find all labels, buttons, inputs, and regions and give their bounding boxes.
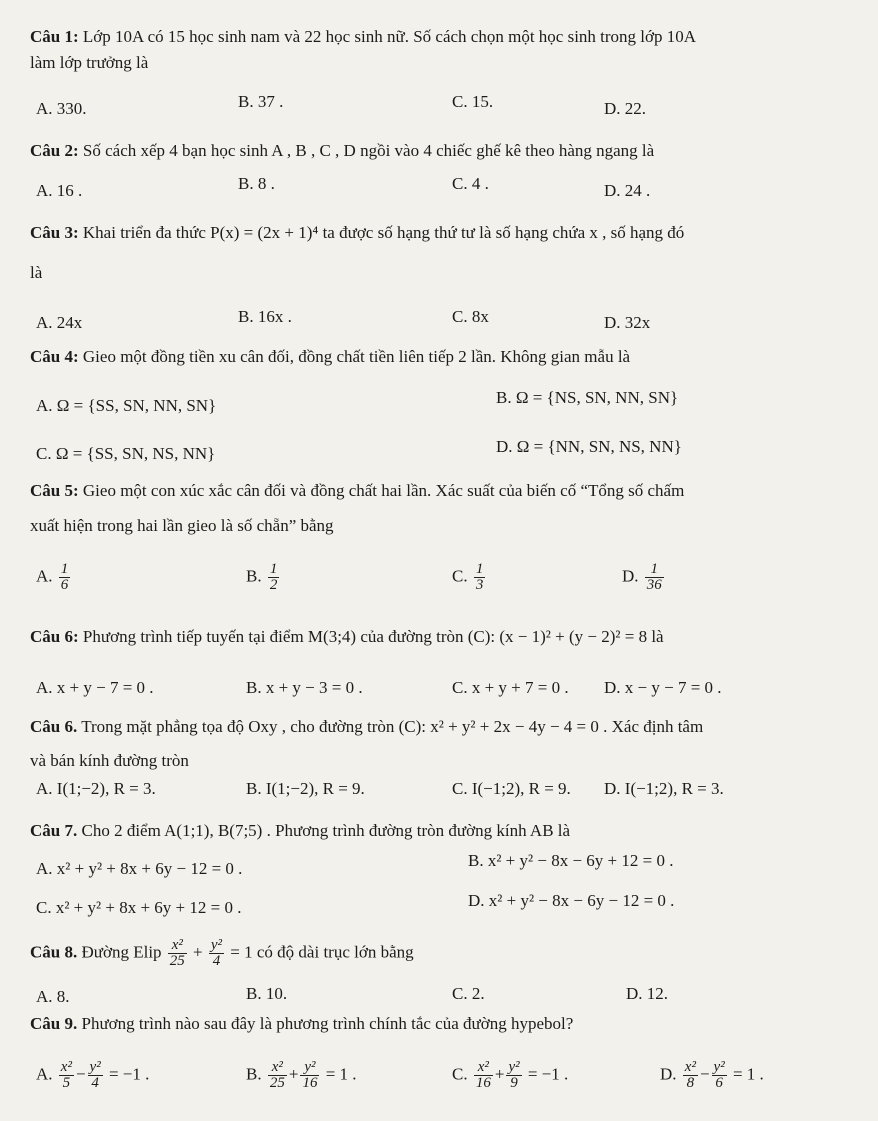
- q9-b-frac2: $\frac{\text{y²}}{16}$: [302, 1059, 318, 1091]
- q1-option-c[interactable]: C. 15.: [452, 92, 494, 111]
- q5-option-c[interactable]: C. $\frac{1}{3}$: [452, 561, 484, 593]
- q6-option-a[interactable]: A. x + y − 7 = 0 .: [36, 678, 154, 697]
- q3-option-b[interactable]: B. 16x .: [238, 307, 292, 326]
- q9-c-frac2: $\frac{\text{y²}}{9}$: [508, 1059, 520, 1091]
- q6b-stem-cont: và bán kính đường tròn: [30, 751, 189, 770]
- q8-fraction-x: $\frac{\text{x²}}{25}$: [169, 937, 185, 969]
- q9-a-frac2: $\frac{\text{y²}}{4}$: [89, 1059, 101, 1091]
- q9-option-a[interactable]: A. $\frac{\text{x²}}{5}$ − $\frac{\text{y²}}{4}$ = −1 .: [36, 1059, 150, 1091]
- q6-option-b[interactable]: B. x + y − 3 = 0 .: [246, 678, 363, 697]
- q6b-option-b[interactable]: B. I(1;−2), R = 9.: [246, 779, 365, 798]
- q1-option-b[interactable]: B. 37 .: [238, 92, 284, 111]
- q8-option-d[interactable]: D. 12.: [626, 984, 669, 1003]
- q8-option-c[interactable]: C. 2.: [452, 984, 485, 1003]
- q5-stem: Câu 5: Gieo một con xúc xắc cân đối và đồng chất hai lần. Xác suất của biến cố “Tổng số chấm: [30, 481, 685, 500]
- q8-option-a[interactable]: A. 8.: [36, 987, 70, 1006]
- q6b-stem: Câu 6. Trong mặt phẳng tọa độ Oxy , cho đường tròn (C): x² + y² + 2x − 4y − 4 = 0 . Xác định tâm: [30, 717, 704, 736]
- q4-stem: Câu 4: Gieo một đồng tiền xu cân đối, đồng chất tiền liên tiếp 2 lần. Không gian mẫu là: [30, 347, 631, 366]
- q5-c-fraction: $\frac{1}{3}$: [475, 561, 484, 593]
- q5-option-b[interactable]: B. $\frac{1}{2}$: [246, 561, 278, 593]
- q7-option-a[interactable]: A. x² + y² + 8x + 6y − 12 = 0 .: [36, 859, 243, 878]
- q9-c-frac1: $\frac{\text{x²}}{16}$: [475, 1059, 491, 1091]
- q4-option-b[interactable]: B. Ω = {NS, SN, NN, SN}: [496, 388, 679, 407]
- q6-stem: Câu 6: Phương trình tiếp tuyến tại điểm M(3;4) của đường tròn (C): (x − 1)² + (y − 2)² = 8 là: [30, 627, 664, 646]
- q1-option-a[interactable]: A. 330.: [36, 99, 87, 118]
- q8-stem: Câu 8. Đường Elip $\frac{\text{x²}}{25}$ + $\frac{\text{y²}}{4}$ = 1 có độ dài trục lớn bằng: [30, 937, 414, 969]
- q6-option-c[interactable]: C. x + y + 7 = 0 .: [452, 678, 569, 697]
- q1-stem-cont: làm lớp trưởng là: [30, 53, 149, 72]
- q7-option-b[interactable]: B. x² + y² − 8x − 6y + 12 = 0 .: [468, 851, 674, 870]
- q4-option-d[interactable]: D. Ω = {NN, SN, NS, NN}: [496, 437, 682, 456]
- q7-stem: Câu 7. Cho 2 điểm A(1;1), B(7;5) . Phương trình đường tròn đường kính AB là: [30, 821, 571, 840]
- q9-b-frac1: $\frac{\text{x²}}{25}$: [269, 1059, 285, 1091]
- q9-d-frac1: $\frac{\text{x²}}{8}$: [684, 1059, 696, 1091]
- q7-option-c[interactable]: C. x² + y² + 8x + 6y + 12 = 0 .: [36, 898, 242, 917]
- q5-option-d[interactable]: D. $\frac{1}{36}$: [622, 561, 662, 593]
- q5-stem-cont: xuất hiện trong hai lần gieo là số chẵn” bằng: [30, 516, 334, 535]
- q9-option-c[interactable]: C. $\frac{\text{x²}}{16}$ + $\frac{\text{y²}}{9}$ = −1 .: [452, 1059, 569, 1091]
- q6b-option-d[interactable]: D. I(−1;2), R = 3.: [604, 779, 724, 798]
- q5-option-a[interactable]: A. $\frac{1}{6}$: [36, 561, 69, 593]
- q5-d-fraction: $\frac{1}{36}$: [646, 561, 662, 593]
- q2-option-b[interactable]: B. 8 .: [238, 174, 275, 193]
- q5-a-fraction: $\frac{1}{6}$: [60, 561, 69, 593]
- q9-stem: Câu 9. Phương trình nào sau đây là phương trình chính tắc của đường hypebol?: [30, 1014, 574, 1033]
- q6-option-d[interactable]: D. x − y − 7 = 0 .: [604, 678, 722, 697]
- q2-option-d[interactable]: D. 24 .: [604, 181, 651, 200]
- q9-option-b[interactable]: B. $\frac{\text{x²}}{25}$ + $\frac{\text{y²}}{16}$ = 1 .: [246, 1059, 357, 1091]
- q1-stem: Câu 1: Lớp 10A có 15 học sinh nam và 22 học sinh nữ. Số cách chọn một học sinh trong lớp 10A: [30, 27, 697, 46]
- q2-option-a[interactable]: A. 16 .: [36, 181, 83, 200]
- q8-fraction-y: $\frac{\text{y²}}{4}$: [210, 937, 223, 969]
- q1-option-d[interactable]: D. 22.: [604, 99, 647, 118]
- q4-option-c[interactable]: C. Ω = {SS, SN, NS, NN}: [36, 444, 216, 463]
- q3-stem-cont: là: [30, 263, 43, 282]
- q8-option-b[interactable]: B. 10.: [246, 984, 288, 1003]
- q3-stem: Câu 3: Khai triển đa thức P(x) = (2x + 1)⁴ ta được số hạng thứ tư là số hạng chứa x , số hạng đó: [30, 223, 685, 242]
- q3-option-a[interactable]: A. 24x: [36, 313, 83, 332]
- q5-b-fraction: $\frac{1}{2}$: [269, 561, 278, 593]
- q9-a-frac1: $\frac{\text{x²}}{5}$: [60, 1059, 72, 1091]
- q9-d-frac2: $\frac{\text{y²}}{6}$: [713, 1059, 725, 1091]
- q7-option-d[interactable]: D. x² + y² − 8x − 6y − 12 = 0 .: [468, 891, 675, 910]
- q9-option-d[interactable]: D. $\frac{\text{x²}}{8}$ − $\frac{\text{y²}}{6}$ = 1 .: [660, 1059, 764, 1091]
- q6b-option-c[interactable]: C. I(−1;2), R = 9.: [452, 779, 571, 798]
- q3-option-d[interactable]: D. 32x: [604, 313, 651, 332]
- q6b-option-a[interactable]: A. I(1;−2), R = 3.: [36, 779, 156, 798]
- q2-option-c[interactable]: C. 4 .: [452, 174, 489, 193]
- q2-stem: Câu 2: Số cách xếp 4 bạn học sinh A , B , C , D ngồi vào 4 chiếc ghế kê theo hàng ngang là: [30, 141, 655, 160]
- q4-option-a[interactable]: A. Ω = {SS, SN, NN, SN}: [36, 396, 217, 415]
- q3-option-c[interactable]: C. 8x: [452, 307, 489, 326]
